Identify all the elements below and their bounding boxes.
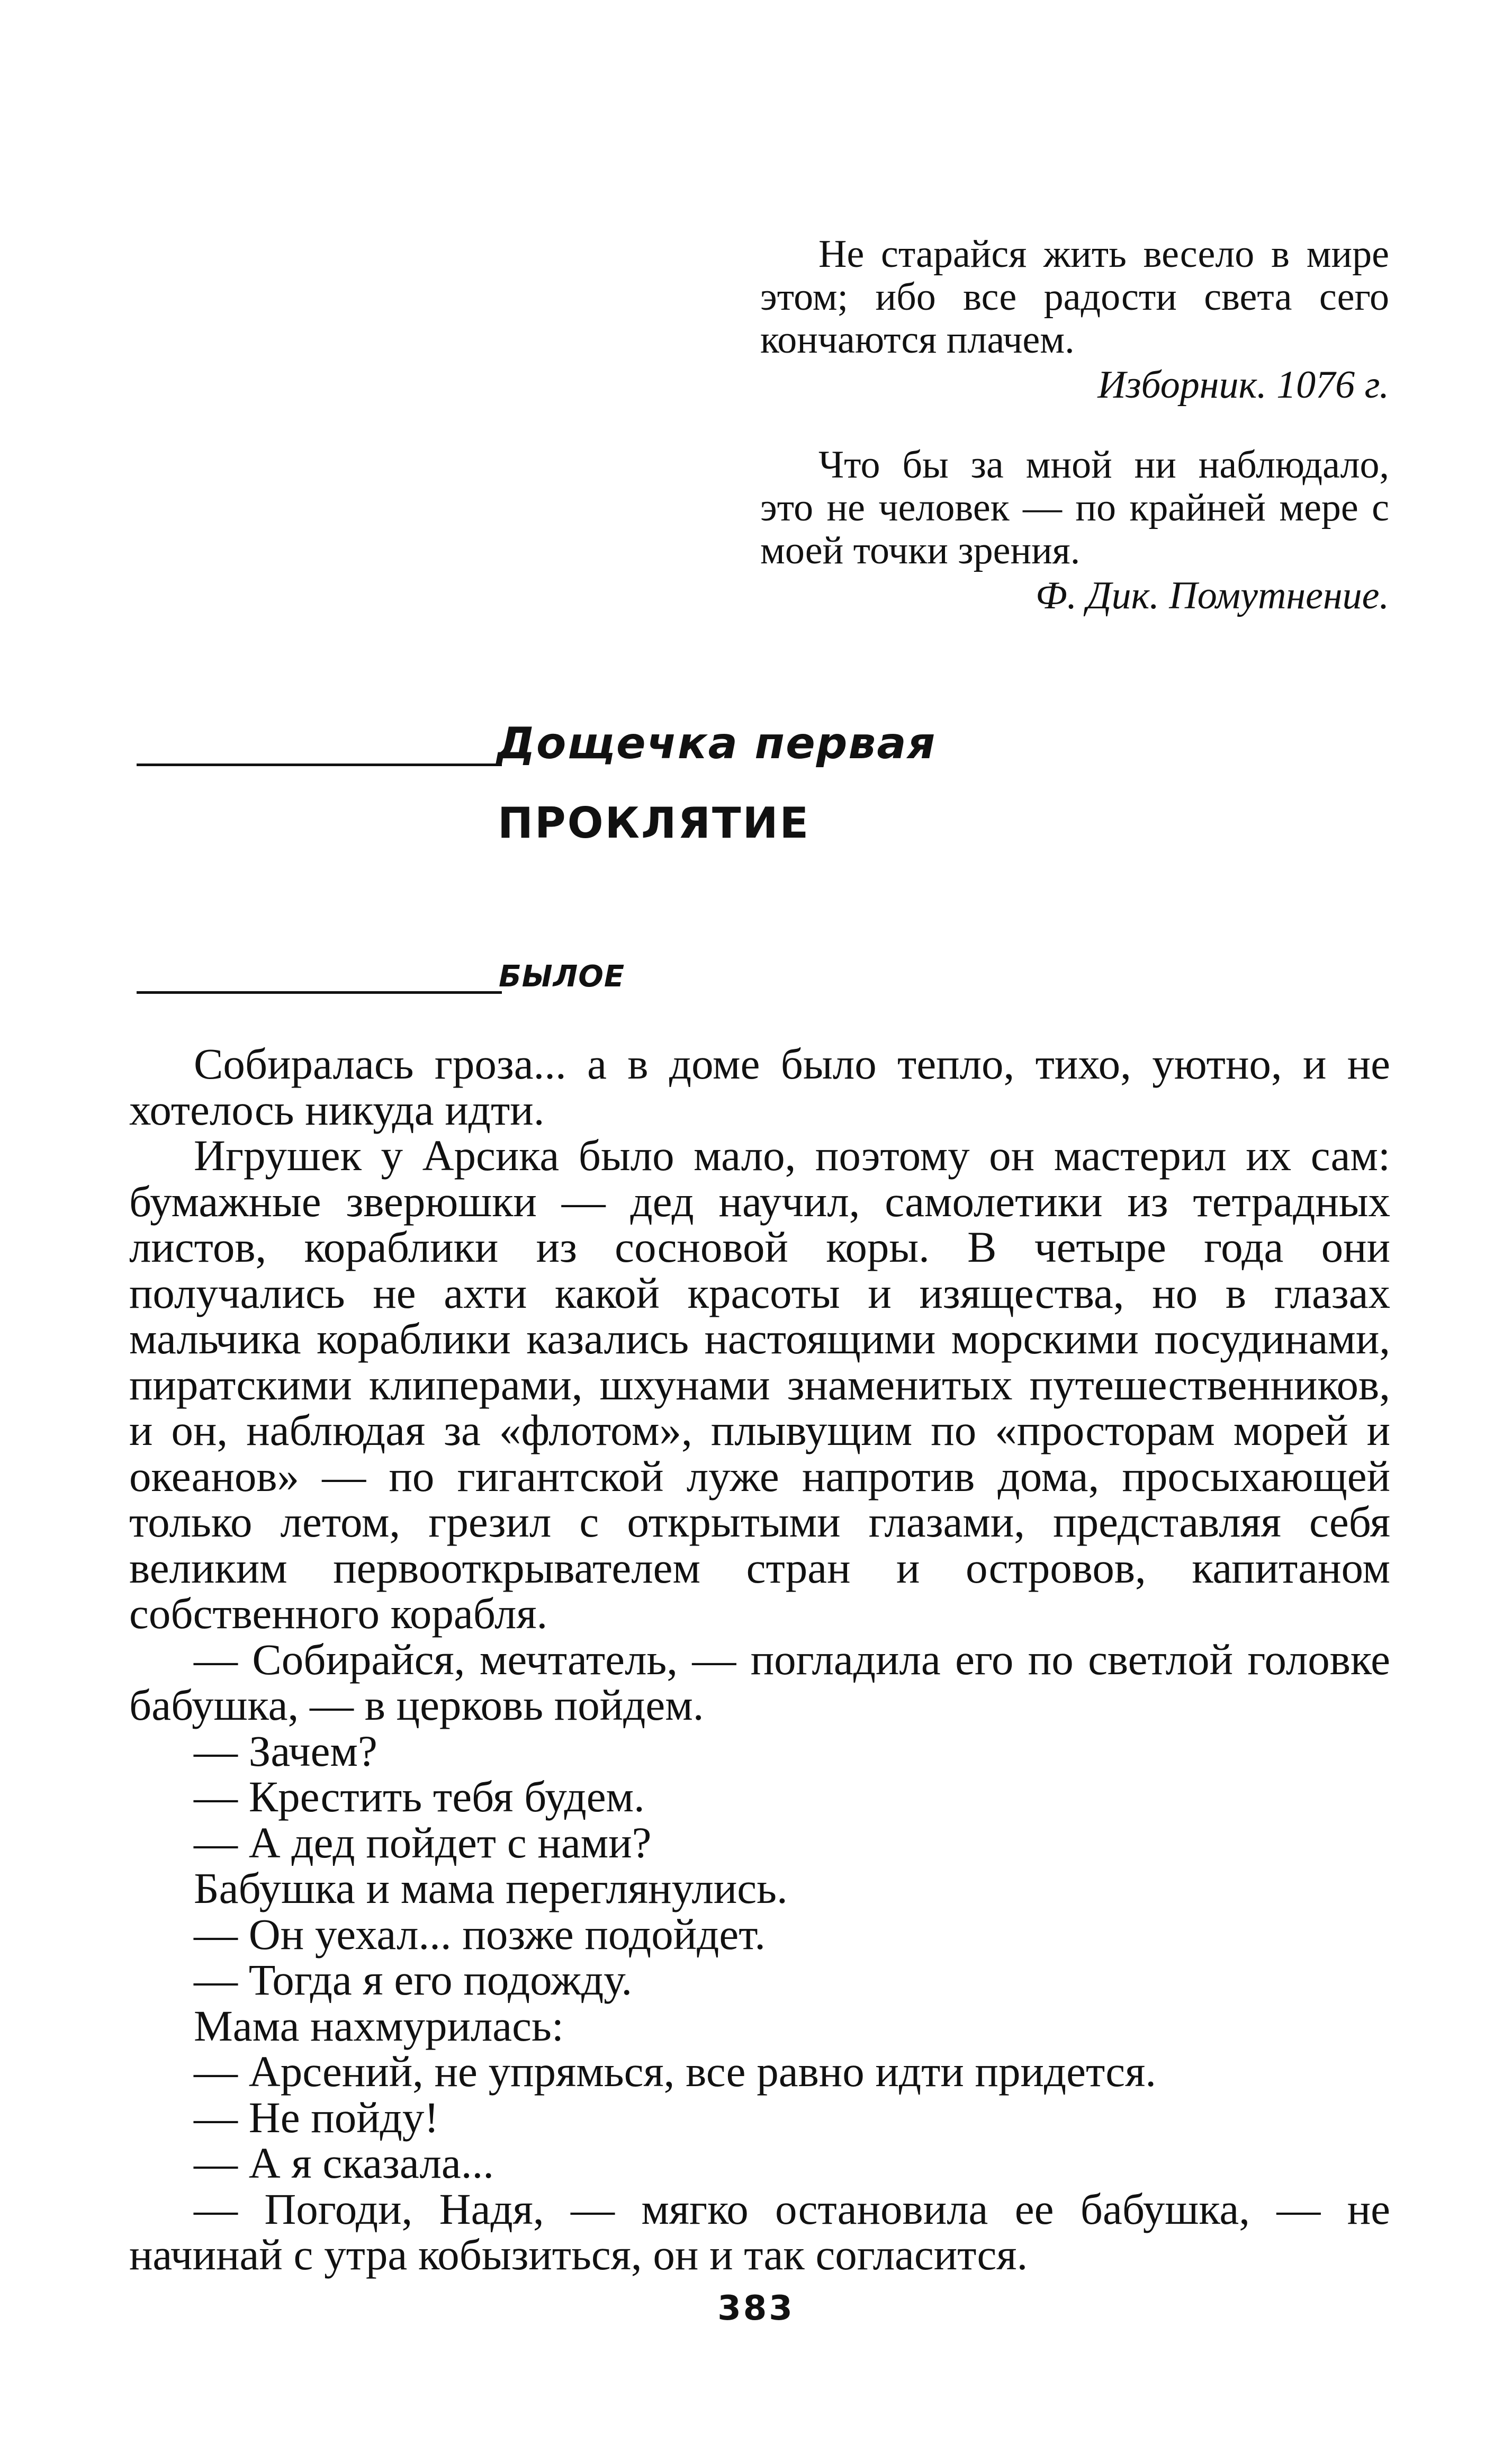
paragraph: — А дед пойдет с нами? xyxy=(194,1818,652,1867)
paragraph: — Зачем? xyxy=(194,1726,377,1775)
epigraph-source: Изборник. 1076 г. xyxy=(1097,363,1389,407)
paragraph: — Тогда я его подожду. xyxy=(194,1955,633,2004)
epigraph-2 xyxy=(760,444,1389,617)
section-heading-rule xyxy=(137,991,502,994)
section-heading-label: БЫЛОЕ xyxy=(499,959,625,994)
body-text xyxy=(129,1041,1390,2278)
paragraph: — Не пойду! xyxy=(194,2092,439,2142)
paragraph: — Крестить тебя будем. xyxy=(194,1772,645,1821)
part-heading-rule xyxy=(137,764,502,766)
paragraph: Собиралась гроза... а в доме было тепло, тихо, уютно, и не хотелось никуда идти. xyxy=(129,1039,1390,1134)
part-heading-label: Дощечка первая xyxy=(497,718,937,769)
paragraph: — Он уехал... позже подойдет. xyxy=(194,1909,766,1959)
paragraph: — Собирайся, мечтатель, — погладила его по светлой головке бабушка, — в церковь пойдем. xyxy=(129,1634,1390,1729)
paragraph: Мама нахмурилась: xyxy=(194,2001,564,2050)
paragraph: Бабушка и мама переглянулись. xyxy=(194,1864,788,1912)
epigraph-source: Ф. Дик. Помутнение. xyxy=(1036,574,1389,617)
part-heading xyxy=(137,715,1407,778)
paragraph: — Погоди, Надя, — мягко остановила ее бабушка, — не начинай с утра кобызиться, он и так согласится. xyxy=(129,2184,1390,2279)
section-heading xyxy=(137,953,772,1001)
chapter-title: ПРОКЛЯТИЕ xyxy=(498,798,811,848)
paragraph: Игрушек у Арсика было мало, поэтому он мастерил их сам: бумажные зверюшки — дед научил, самолетики из тетрадных листов, кораблики из сосновой коры. В четыре года они получались не ахти какой красоты и изящества, но в глазах мальчика кораблики казались настоящими морскими посудинами, пиратскими клиперами, шхунами знаменитых путешественников, и он, наблюдая за «флотом», плывущим по «просторам морей и океанов» — по гигантской луже напротив дома, просыхающей только летом, грезил с открытыми глазами, представляя себя великим первооткрывателем стран и островов, капитаном собственного корабля. xyxy=(129,1131,1390,1638)
paragraph: — А я сказала... xyxy=(194,2139,494,2187)
page-number: 383 xyxy=(717,2289,795,2328)
epigraph-1 xyxy=(760,233,1389,407)
paragraph: — Арсений, не упрямься, все равно идти придется. xyxy=(194,2047,1157,2096)
epigraph-text: Что бы за мной ни наблюдало, это не человек — по крайней мере с моей точки зрения. xyxy=(760,443,1389,572)
epigraph-text: Не старайся жить весело в мире этом; ибо все радости света сего кончаются плачем. xyxy=(760,232,1389,362)
